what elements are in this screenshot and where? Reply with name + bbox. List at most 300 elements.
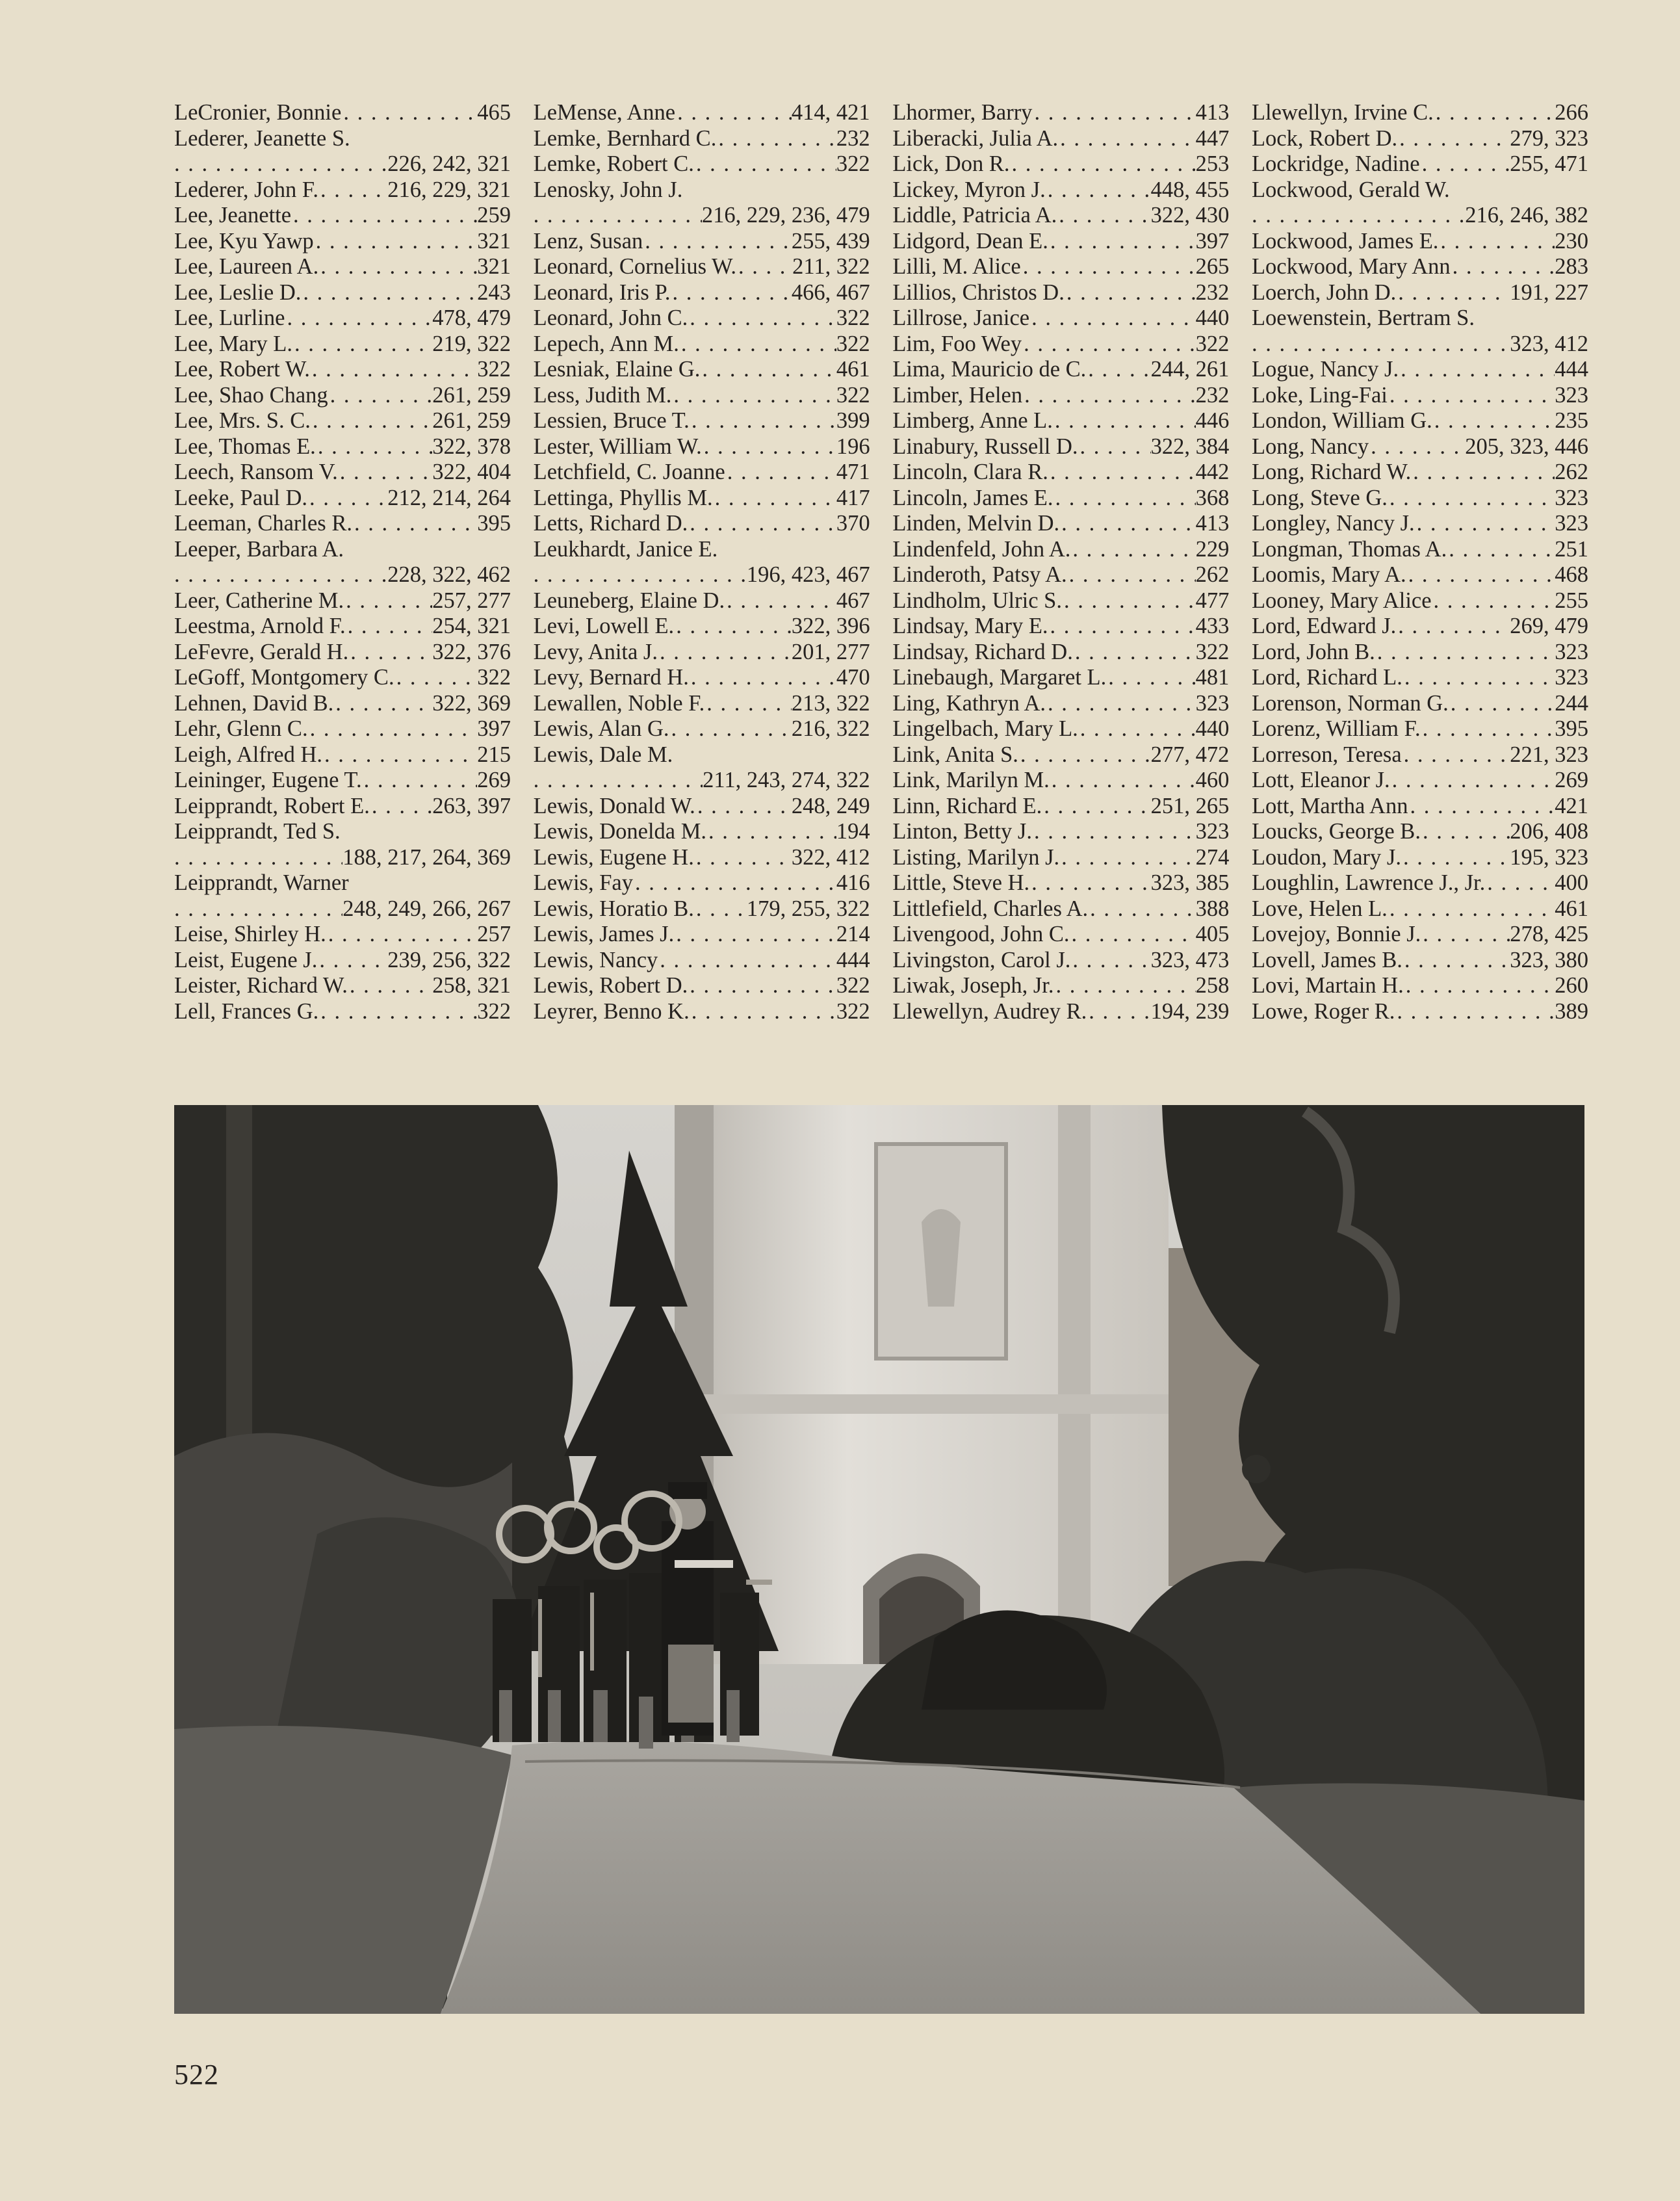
index-entry [174,434,511,460]
index-entry [174,280,511,306]
entry-name: Leonard, Iris P. [533,280,671,305]
entry-pages: 215 [477,742,511,767]
leader-dots [674,922,836,948]
index-entry [174,126,511,177]
entry-pages: 322, 384 [1150,434,1230,459]
leader-dots [1057,203,1150,229]
entry-pages: 254, 321 [432,614,511,638]
entry-pages: 444 [1555,357,1588,382]
entry-pages: 258, 321 [432,973,511,998]
entry-name: Lewis, Nancy [533,947,658,972]
leader-dots [675,100,792,126]
index-entry [892,434,1229,460]
entry-name: Lilli, M. Alice [892,254,1021,279]
index-entry [534,640,870,666]
entry-pages: 216, 322 [791,716,870,741]
index-entry [1252,999,1588,1025]
index-entry [1252,716,1588,742]
entry-name: Loughlin, Lawrence J., Jr. [1251,870,1486,895]
entry-name: Lell, Frances G. [174,998,319,1024]
entry-pages: 323 [1195,819,1230,844]
entry-pages: 322, 404 [432,460,511,484]
index-entry [1252,460,1588,486]
entry-pages: 323, 380 [1510,947,1588,972]
leader-dots [1065,280,1196,306]
index-entry [174,794,511,820]
leader-dots [643,229,792,255]
entry-pages: 323, 473 [1150,947,1230,972]
entry-pages: 397 [1195,228,1230,254]
leader-dots [1059,845,1195,871]
leader-dots [1054,973,1196,999]
leader-dots [341,100,477,126]
entry-pages: 461 [836,357,870,382]
index-entry [1252,100,1588,126]
entry-name: Lillrose, Janice [892,306,1030,330]
entry-name: Loomis, Mary A. [1251,562,1406,587]
entry-pages: 248, 249, 266, 267 [342,896,511,921]
entry-pages: 444 [836,947,870,972]
leader-dots [670,280,791,306]
index-entry [892,716,1229,742]
entry-name: Linden, Melvin D. [892,511,1060,536]
leader-dots [1421,922,1510,948]
entry-name: Leipprandt, Warner [174,870,349,895]
entry-name: Lepech, Ann M. [533,331,679,356]
leader-dots [1420,151,1510,177]
entry-pages: 211, 322 [792,254,870,279]
entry-pages: 323 [1555,485,1588,510]
leader-dots [1434,100,1555,126]
entry-name: Loewenstein, Bertram S. [1251,306,1475,330]
index-entry [892,665,1229,691]
entry-pages: 277, 472 [1150,742,1230,767]
entry-pages: 413 [1195,511,1230,536]
leader-dots [694,151,836,177]
entry-pages: 322, 376 [432,639,511,664]
index-entry [534,151,870,177]
index-entry [534,614,870,640]
entry-pages: 322 [836,998,870,1024]
entry-name: Lillios, Christos D. [892,280,1065,305]
leader-dots [1406,562,1555,588]
leader-dots [1421,716,1555,742]
entry-name: Leeke, Paul D. [174,485,308,510]
entry-name: Lee, Robert W. [174,357,310,382]
entry-pages: 216, 246, 382 [1465,203,1588,228]
index-entry [534,177,870,229]
index-entry [1252,922,1588,948]
index-entry [534,794,870,820]
entry-name: Lovi, Martain H. [1251,973,1404,998]
leader-dots [671,383,836,409]
entry-name: Lingelbach, Mary L. [892,716,1078,741]
index-entry [892,408,1229,434]
marching-band-photo [174,1105,1584,2014]
leader-dots [690,408,836,434]
index-entry [534,870,870,896]
entry-pages: 465 [477,100,511,125]
entry-name: Leipprandt, Robert E. [174,793,370,818]
index-entry [1252,845,1588,871]
index-entry [534,280,870,306]
entry-pages: 322 [477,357,511,382]
entry-name: Lee, Kyu Yawp [174,228,314,254]
leader-dots [1447,537,1555,563]
entry-pages: 395 [477,511,511,536]
entry-pages: 232 [836,125,870,151]
leader-dots [1399,357,1555,383]
entry-pages: 278, 425 [1510,922,1588,946]
index-entry [892,280,1229,306]
entry-name: Long, Steve G. [1251,485,1388,510]
entry-pages: 251 [1555,536,1588,562]
entry-pages: 389 [1555,998,1588,1024]
index-entry [534,896,870,922]
index-entry [892,203,1229,229]
entry-pages: 477 [1195,588,1230,613]
entry-pages: 243 [477,280,511,305]
entry-name: Loucks, George B. [1251,819,1421,844]
leader-dots [1062,588,1196,614]
entry-pages: 269, 479 [1510,614,1588,638]
entry-name: Lee, Leslie D. [174,280,302,305]
leader-dots [1404,973,1555,999]
index-entry [1252,691,1588,717]
entry-name: Lhormer, Barry [892,100,1033,125]
leader-dots [674,614,792,640]
index-entry [1252,306,1588,357]
entry-name: Levi, Lowell E. [533,614,675,638]
entry-pages: 248, 249 [791,793,870,818]
entry-pages: 255, 471 [1510,151,1588,176]
entry-pages: 442 [1195,460,1230,484]
leader-dots [702,434,836,460]
index-entry [892,511,1229,537]
entry-name: Leeman, Charles R. [174,511,352,536]
entry-pages: 258 [1195,973,1230,998]
index-entry [174,306,511,332]
entry-name: Lesniak, Elaine G. [533,357,701,382]
index-entry [1252,973,1588,999]
entry-pages: 323 [1555,639,1588,664]
entry-name: Livengood, John C. [892,922,1070,946]
leader-dots [1402,742,1510,768]
leader-dots [1029,870,1150,896]
leader-dots [695,794,792,820]
entry-name: Lovell, James B. [1251,947,1402,972]
leader-dots [1021,254,1196,280]
index-entry [534,819,870,845]
leader-dots [348,973,432,999]
index-entry [892,486,1229,512]
entry-name: Lovejoy, Bonnie J. [1251,922,1421,946]
index-entry [1252,486,1588,512]
index-entry [174,254,511,280]
entry-pages: 194 [836,819,870,844]
entry-pages: 269 [477,768,511,792]
entry-pages: 322 [1195,639,1230,664]
leader-dots [534,203,702,229]
index-entry [892,999,1229,1025]
entry-name: Leukhardt, Janice E. [533,536,718,562]
entry-pages: 205, 323, 446 [1465,434,1588,459]
leader-dots [292,332,432,358]
index-entry [892,819,1229,845]
index-entry [1252,948,1588,974]
index-entry [892,332,1229,358]
leader-dots [352,511,477,537]
leader-dots [1397,126,1510,152]
entry-pages: 322, 430 [1150,203,1230,228]
entry-name: Lim, Foo Wey [892,331,1022,356]
entry-pages: 201, 277 [791,639,870,664]
index-entry [892,768,1229,794]
leader-dots [318,254,477,280]
index-entry [534,716,870,742]
index-entry [892,562,1229,588]
entry-pages: 255 [1555,588,1588,613]
leader-dots [1408,794,1555,820]
index-entry [174,537,511,588]
entry-pages: 446 [1195,408,1230,433]
leader-dots [174,896,342,922]
leader-dots [1022,332,1195,358]
leader-dots [1402,665,1555,691]
index-entry [534,383,870,409]
entry-name: Long, Nancy [1251,434,1369,459]
entry-name: Leestma, Arnold F. [174,614,346,638]
index-entry [892,126,1229,152]
entry-name: Ling, Kathryn A. [892,690,1046,716]
index-entry [534,999,870,1025]
leader-dots [1485,870,1555,896]
entry-pages: 226, 242, 321 [387,151,511,176]
entry-name: Leipprandt, Ted S. [174,819,341,844]
index-entry [534,357,870,383]
entry-name: Lowe, Roger R. [1251,998,1395,1024]
leader-dots [1069,922,1195,948]
index-entry [1252,819,1588,845]
leader-dots [658,948,836,974]
entry-name: Lederer, John F. [174,177,318,202]
leader-dots [1067,562,1196,588]
entry-name: Lincoln, Clara R. [892,460,1048,484]
leader-dots [318,999,477,1025]
entry-pages: 481 [1195,665,1230,690]
entry-pages: 368 [1195,485,1230,510]
leader-dots [1087,999,1150,1025]
index-entry [1252,126,1588,152]
index-entry [534,100,870,126]
name-index [174,100,1588,1030]
entry-name: Liberacki, Julia A. [892,125,1059,151]
leader-dots [1048,229,1196,255]
entry-pages: 460 [1195,768,1230,792]
index-entry [174,922,511,948]
entry-pages: 323, 385 [1150,870,1230,895]
leader-dots [1252,203,1465,229]
entry-pages: 261, 259 [432,382,511,408]
entry-name: LeCronier, Bonnie [174,100,342,125]
leader-dots [307,486,387,512]
index-entry [534,408,870,434]
index-entry [1252,588,1588,614]
leader-dots [1029,306,1195,332]
entry-name: Less, Judith M. [533,382,672,408]
leader-dots [688,306,836,332]
index-entry [534,434,870,460]
index-entry [892,254,1229,280]
entry-name: Lord, John B. [1251,639,1375,664]
index-entry [1252,794,1588,820]
entry-name: Lindsay, Richard D. [892,639,1073,664]
entry-name: Limber, Helen [892,382,1023,408]
entry-pages: 478, 479 [432,306,511,330]
entry-name: Leist, Eugene J. [174,947,318,972]
entry-name: Love, Helen L. [1251,896,1388,921]
entry-name: Lock, Robert D. [1251,125,1398,151]
entry-name: Lee, Jeanette [174,203,292,228]
entry-name: Littlefield, Charles A. [892,896,1089,921]
entry-name: Longman, Thomas A. [1251,536,1447,562]
index-entry [534,691,870,717]
leader-dots [1438,229,1555,255]
index-entry [1252,562,1588,588]
index-entry [174,332,511,358]
index-entry [1252,537,1588,563]
entry-pages: 321 [477,254,511,279]
index-entry [1252,177,1588,229]
index-entry [892,845,1229,871]
leader-dots [694,845,792,871]
entry-name: Lorreson, Teresa [1251,742,1402,767]
leader-dots [704,691,792,717]
entry-pages: 244 [1555,690,1588,716]
leader-dots [1058,126,1195,152]
leader-dots [1402,948,1510,974]
leader-dots [291,203,477,229]
leader-dots [633,870,836,896]
entry-pages: 440 [1195,306,1230,330]
entry-pages: 194, 239 [1150,998,1230,1024]
entry-pages: 466, 467 [791,280,870,305]
leader-dots [1078,434,1151,460]
leader-dots [174,151,387,177]
entry-pages: 470 [836,665,870,690]
entry-name: Lord, Edward J. [1251,614,1397,638]
entry-name: Link, Marilyn M. [892,768,1050,792]
entry-pages: 413 [1195,100,1230,125]
index-entry [892,922,1229,948]
entry-pages: 322 [836,382,870,408]
leader-dots [669,716,792,742]
leader-dots [362,768,478,794]
leader-dots [1411,460,1555,486]
entry-pages: 266 [1555,100,1588,125]
entry-name: Liddle, Patricia A. [892,203,1057,228]
entry-name: Lee, Shao Chang [174,382,328,408]
index-entry [174,408,511,434]
leader-dots [1048,460,1196,486]
entry-pages: 235 [1555,408,1588,433]
index-entry [1252,254,1588,280]
entry-name: Logue, Nancy J. [1251,357,1399,382]
index-entry [534,511,870,537]
entry-name: Lockwood, Mary Ann [1251,254,1451,279]
entry-name: Limberg, Anne L. [892,408,1053,433]
leader-dots [326,922,477,948]
entry-name: Leonard, John C. [533,306,688,330]
entry-name: Looney, Mary Alice [1251,588,1432,613]
entry-name: Lessien, Bruce T. [533,408,690,433]
entry-name: LeFevre, Gerald H. [174,639,349,664]
entry-pages: 397 [477,716,511,741]
entry-pages: 322, 378 [432,434,511,459]
entry-pages: 216, 229, 236, 479 [701,203,870,228]
index-entry [174,203,511,229]
entry-name: Leininger, Eugene T. [174,768,362,792]
entry-name: Letts, Richard D. [533,511,688,536]
entry-pages: 433 [1195,614,1230,638]
entry-name: Leuneberg, Elaine D. [533,588,725,613]
entry-pages: 265 [1195,254,1230,279]
entry-pages: 251, 265 [1150,793,1230,818]
entry-pages: 323 [1555,511,1588,536]
entry-pages: 216, 229, 321 [387,177,511,202]
entry-name: Levy, Bernard H. [533,665,689,690]
entry-pages: 261, 259 [432,408,511,433]
entry-name: Linabury, Russell D. [892,434,1078,459]
entry-pages: 370 [836,511,870,536]
entry-name: Leise, Shirley H. [174,922,326,946]
entry-name: Linebaugh, Margaret L. [892,665,1107,690]
index-entry [892,357,1229,383]
leader-dots [1078,716,1196,742]
entry-pages: 212, 214, 264 [387,485,511,510]
leader-dots [1046,691,1196,717]
leader-dots [1396,280,1510,306]
leader-dots [328,383,433,409]
entry-pages: 260 [1555,973,1588,998]
index-entry [892,588,1229,614]
leader-dots [174,845,342,871]
leader-dots [1086,357,1150,383]
index-entry [1252,870,1588,896]
index-entry [534,537,870,588]
index-entry [1252,151,1588,177]
entry-pages: 468 [1555,562,1588,587]
leader-dots [725,588,836,614]
entry-name: Linn, Richard E. [892,793,1042,818]
entry-pages: 400 [1555,870,1588,895]
entry-name: Llewellyn, Irvine C. [1251,100,1434,125]
entry-pages: 395 [1555,716,1588,741]
leader-dots [1032,100,1195,126]
index-column-3 [892,100,1229,1030]
entry-name: Lindsay, Mary E. [892,614,1048,638]
index-entry [892,614,1229,640]
entry-name: Lewis, Donelda M. [533,819,707,844]
entry-pages: 322 [477,665,511,690]
index-entry [892,306,1229,332]
leader-dots [1032,819,1196,845]
leader-dots [716,126,836,152]
entry-name: Lee, Thomas E. [174,434,316,459]
entry-pages: 274 [1195,844,1230,870]
index-entry [892,460,1229,486]
entry-pages: 322 [477,998,511,1024]
